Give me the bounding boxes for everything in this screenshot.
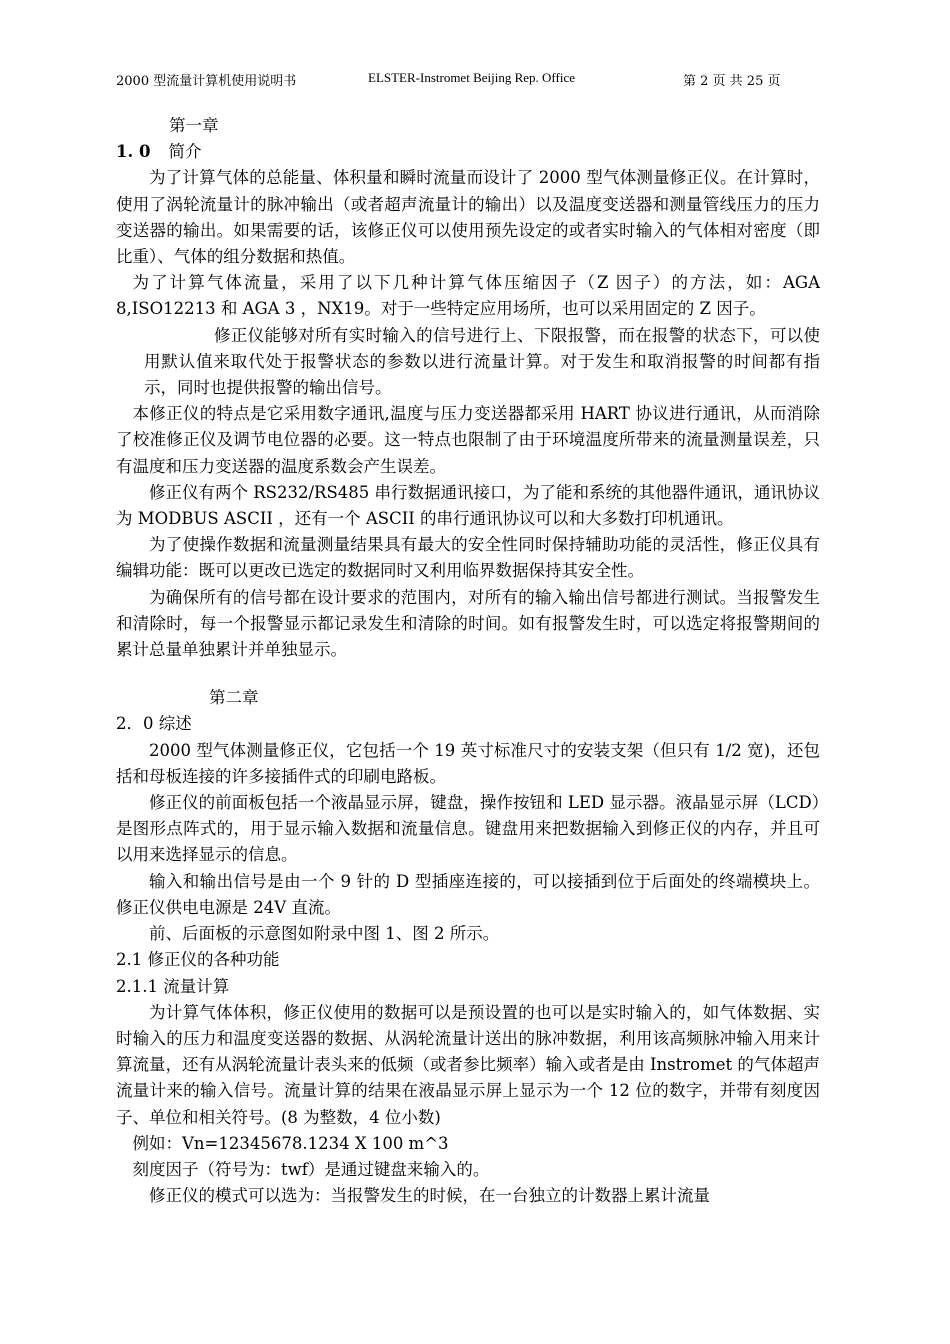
section-1-0-title: 简介 (168, 142, 202, 162)
intro-paragraph-1: 为了计算气体的总能量、体积量和瞬时流量而设计了 2000 型气体测量修正仪。在计算时，使用了涡轮流量计的脉冲输出（或者超声流量计的输出）以及温度变送器和测量管线压力的压力变送器的输出。如果需要的话，该修正仪可以使用预先设定的或者实时输入的气体相对密度（即比重）、气体的组分数据和热值。 (116, 168, 820, 267)
section-1-0-heading (116, 139, 820, 165)
overview-paragraph-2: 修正仪的前面板包括一个液晶显示屏，键盘，操作按钮和 LED 显示器。液晶显示屏（LCD）是图形点阵式的，用于显示输入数据和流量信息。键盘用来把数据输入到修正仪的内存，并且可以用来选择显示的信息。 (116, 793, 820, 865)
section-2-1-heading: 2.1 修正仪的各种功能 (116, 950, 280, 970)
flow-calc-example: 例如：Vn=12345678.1234 X 100 m^3 (132, 1133, 449, 1153)
chapter-1-title: 第一章 (169, 116, 219, 135)
document-title: 2000 型流量计算机使用说明书 (116, 74, 297, 89)
section-1-0-number: 1. 0 (116, 142, 151, 162)
page-number: 第 2 页 共 25 页 (683, 74, 781, 89)
overview-paragraph-4: 前、后面板的示意图如附录中图 1、图 2 所示。 (149, 924, 500, 944)
intro-paragraph-7: 为确保所有的信号都在设计要求的范围内，对所有的输入输出信号都进行测试。当报警发生和清除时，每一个报警显示都记录发生和清除的时间。如有报警发生时，可以选定将报警期间的累计总量单独累计并单独显示。 (116, 587, 820, 660)
section-2-1-1-heading: 2.1.1 流量计算 (116, 976, 230, 996)
page-header (0, 70, 950, 90)
flow-calc-scale-factor: 刻度因子（符号为：twf）是通过键盘来输入的。 (132, 1159, 490, 1179)
intro-paragraph-4: 本修正仪的特点是它采用数字通讯,温度与压力变送器都采用 HART 协议进行通讯，从而消除了校准修正仪及调节电位器的必要。这一特点也限制了由于环境温度所带来的流量测量误差，只有温度和压力变送器的温度系数会产生误差。 (116, 404, 820, 476)
intro-paragraph-5: 修正仪有两个 RS232/RS485 串行数据通讯接口，为了能和系统的其他器件通讯，通讯协议为 MODBUS ASCII ，还有一个 ASCII 的串行通讯协议可以和大多数打印机通讯。 (116, 482, 820, 529)
intro-paragraph-3: 修正仪能够对所有实时输入的信号进行上、下限报警，而在报警的状态下，可以使用默认值来取代处于报警状态的参数以进行流量计算。对于发生和取消报警的时间都有指示，同时也提供报警的输出信号。 (144, 325, 820, 398)
overview-paragraph-1: 2000 型气体测量修正仪，它包括一个 19 英寸标准尺寸的安装支架（但只有 1/2 宽)，还包括和母板连接的许多接插件式的印刷电路板。 (116, 740, 820, 786)
intro-paragraph-2: 为了计算气体流量，采用了以下几种计算气体压缩因子（Z 因子）的方法，如：AGA 8,ISO12213 和 AGA 3 ，NX19。对于一些特定应用场所，也可以采用固定的 Z 因子。 (116, 273, 820, 319)
section-2-0-heading: 2．0 综述 (116, 714, 192, 734)
overview-paragraph-3: 输入和输出信号是由一个 9 针的 D 型插座连接的，可以接插到位于后面处的终端模块上。修正仪供电电源是 24V 直流。 (116, 871, 820, 917)
flow-calc-mode: 修正仪的模式可以选为：当报警发生的时候，在一台独立的计数器上累计流量 (149, 1186, 710, 1206)
intro-paragraph-6: 为了使操作数据和流量测量结果具有最大的安全性同时保持辅助功能的灵活性，修正仪具有编辑功能：既可以更改已选定的数据同时又利用临界数据保持其安全性。 (116, 535, 820, 581)
flow-calc-paragraph-1: 为计算气体体积，修正仪使用的数据可以是预设置的也可以是实时输入的，如气体数据、实时输入的压力和温度变送器的数据、从涡轮流量计送出的脉冲数据，利用该高频脉冲输入用来计算流量，还有从涡轮流量计表头来的低频（或者参比频率）输入或者是由 Instromet 的气体超声流量计来的输入信号。流量计算的结果在液晶显示屏上显示为一个 12 位的数字，并带有刻度因子、单位和相关符号。(8 为整数，4 位小数) (116, 1002, 820, 1127)
page-body (116, 113, 820, 1209)
company-office: ELSTER-Instromet Beijing Rep. Office (368, 70, 575, 85)
chapter-2-title: 第二章 (209, 688, 259, 708)
